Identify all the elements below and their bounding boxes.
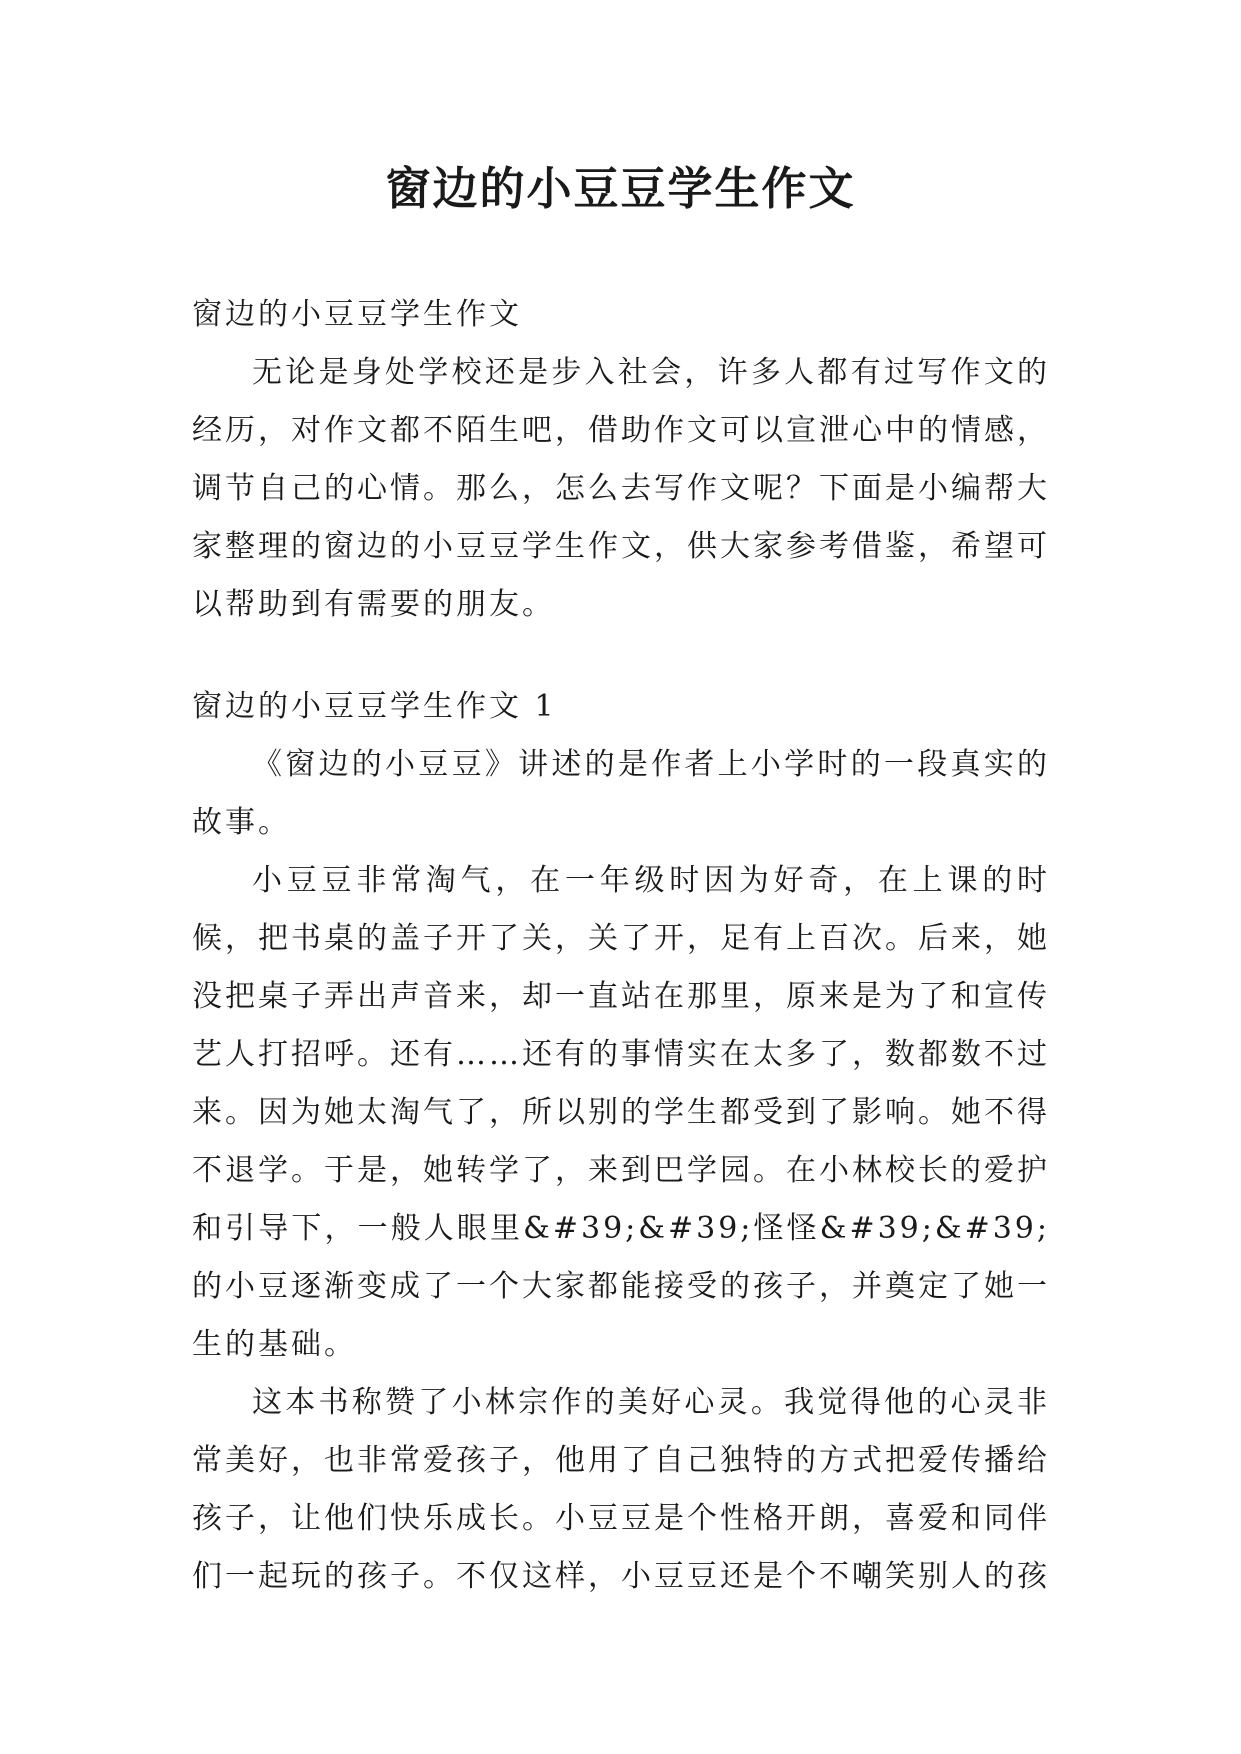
document-title: 窗边的小豆豆学生作文: [385, 162, 856, 215]
document-body: [192, 286, 1050, 1606]
body-paragraph: 小豆豆非常淘气，在一年级时因为好奇，在上课的时候，把书桌的盖子开了关，关了开，足有上百次。后来，她没把桌子弄出声音来，却一直站在那里，原来是为了和宣传艺人打招呼。还有……还有的事情实在太多了，数都数不过来。因为她太淘气了，所以别的学生都受到了影响。她不得不退学。于是，她转学了，来到巴学园。在小林校长的爱护和引导下，一般人眼里&#39;&#39;怪怪&#39;&#39;的小豆逐渐变成了一个大家都能接受的孩子，并奠定了她一生的基础。: [192, 863, 1050, 1362]
subtitle: 窗边的小豆豆学生作文: [192, 297, 522, 332]
section-heading: 窗边的小豆豆学生作文 1: [192, 689, 557, 724]
intro-paragraph: 无论是身处学校还是步入社会，许多人都有过写作文的经历，对作文都不陌生吧，借助作文可以宣泄心中的情感，调节自己的心情。那么，怎么去写作文呢？下面是小编帮大家整理的窗边的小豆豆学生作文，供大家参考借鉴，希望可以帮助到有需要的朋友。: [192, 355, 1050, 622]
body-paragraph: 这本书称赞了小林宗作的美好心灵。我觉得他的心灵非常美好，也非常爱孩子，他用了自己独特的方式把爱传播给孩子，让他们快乐成长。小豆豆是个性格开朗，喜爱和同伴们一起玩的孩子。不仅这样，小豆豆还是个不嘲笑别人的孩: [192, 1385, 1050, 1594]
body-paragraph: 《窗边的小豆豆》讲述的是作者上小学时的一段真实的故事。: [192, 747, 1050, 840]
